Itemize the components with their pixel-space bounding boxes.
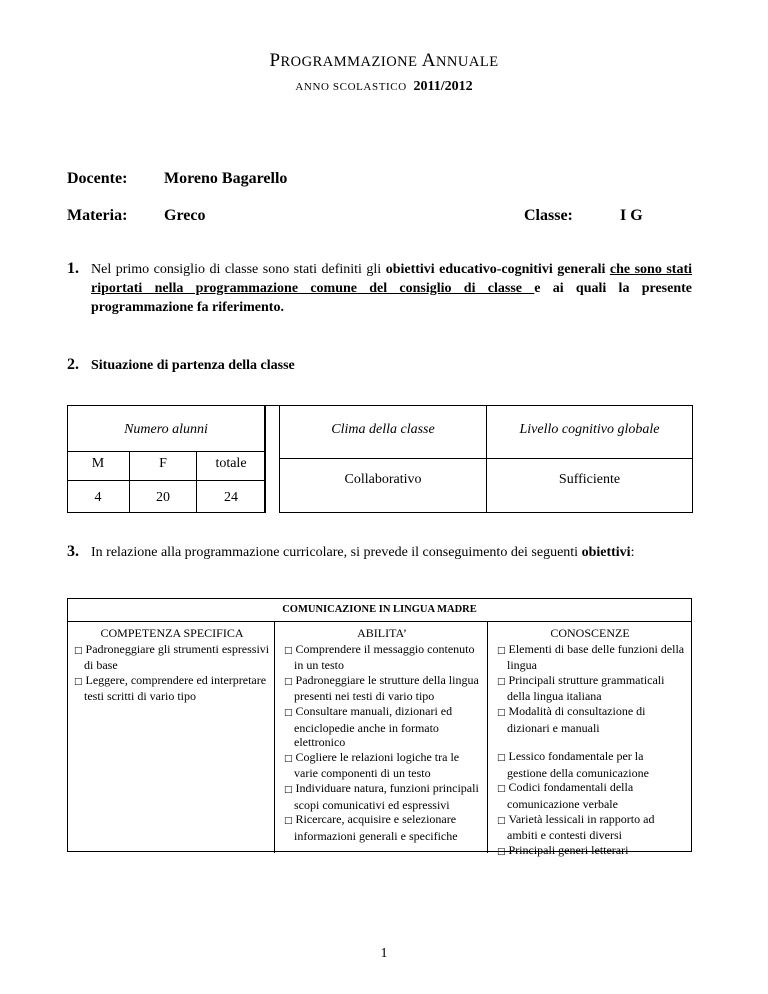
col-f: F — [159, 456, 167, 471]
point-2: 2. Situazione di partenza della classe — [67, 356, 295, 373]
objectives-table-title: COMUNICAZIONE IN LINGUA MADRE — [68, 599, 691, 622]
list-item: □ Padroneggiare le strutture della lingua presenti nei testi di vario tipo — [282, 673, 482, 704]
val-clima: Collaborativo — [344, 472, 422, 487]
school-year: 2011/2012 — [413, 79, 473, 94]
list-item: □ Consultare manuali, dizionari ed enciclopedie anche in formato elettronico — [282, 704, 482, 750]
header-livello: Livello cognitivo globale — [519, 422, 660, 437]
conoscenze-column — [495, 626, 685, 859]
list-item: □ Lessico fondamentale per la gestione della comunicazione — [495, 749, 685, 780]
list-item: □ Comprendere il messaggio contenuto in un testo — [282, 642, 482, 673]
objectives-table — [67, 598, 692, 857]
point-1 — [67, 260, 692, 317]
list-item: □ Modalità di consultazione di dizionari e manuali — [495, 704, 685, 735]
list-item: □ Principali generi letterari — [495, 843, 685, 860]
point-3-text: In relazione alla programmazione curricolare, si prevede il conseguimento dei seguenti obiettivi: — [91, 545, 635, 560]
list-item: □ Ricercare, acquisire e selezionare informazioni generali e specifiche — [282, 812, 482, 843]
table-border — [67, 451, 266, 452]
conoscenze-header: CONOSCENZE — [550, 626, 630, 640]
table-border — [280, 458, 693, 459]
point-3: 3. In relazione alla programmazione curricolare, si prevede il conseguimento dei seguenti obiettivi: — [91, 543, 692, 562]
docente-label: Docente: — [67, 170, 128, 187]
classe-label: Classe: — [524, 207, 573, 224]
list-item: □ Codici fondamentali della comunicazione verbale — [495, 780, 685, 811]
materia-value: Greco — [164, 207, 206, 224]
document-title: PROGRAMMAZIONE ANNUALE — [269, 50, 499, 71]
column-separator — [274, 621, 275, 853]
competenza-header: COMPETENZA SPECIFICA — [100, 626, 244, 640]
abilita-header: ABILITA’ — [357, 626, 407, 640]
column-separator — [487, 621, 488, 853]
list-item: □ Varietà lessicali in rapporto ad ambiti e contesti diversi — [495, 812, 685, 843]
document-subtitle: ANNO SCOLASTICO 2011/2012 — [295, 79, 473, 94]
abilita-column — [282, 626, 482, 843]
list-item: □ Principali strutture grammaticali della lingua italiana — [495, 673, 685, 704]
table-border — [67, 405, 693, 406]
page-number: 1 — [380, 946, 388, 961]
list-item: □ Padroneggiare gli strumenti espressivi di base — [72, 642, 272, 673]
docente-value: Moreno Bagarello — [164, 170, 288, 187]
materia-label: Materia: — [67, 207, 128, 224]
val-m: 4 — [94, 490, 102, 505]
classe-value: I G — [620, 207, 643, 224]
val-totale: 24 — [224, 490, 238, 505]
val-livello: Sufficiente — [558, 472, 621, 487]
col-totale: totale — [215, 456, 247, 471]
val-f: 20 — [156, 490, 170, 505]
competenza-column — [72, 626, 272, 704]
point-2-text: Situazione di partenza della classe — [91, 358, 295, 373]
point-1-text: Nel primo consiglio di classe sono stati definiti gli obiettivi educativo-cognitivi generali che sono stati riportati nella programmazione comune del consiglio di classe e ai quali la presente programmazione fa riferimento. — [91, 262, 692, 315]
header-clima: Clima della classe — [331, 422, 435, 437]
table-border — [67, 512, 266, 513]
table-border — [280, 512, 693, 513]
list-item: □ Elementi di base delle funzioni della lingua — [495, 642, 685, 673]
list-item: □ Individuare natura, funzioni principali scopi comunicativi ed espressivi — [282, 781, 482, 812]
header-numero-alunni: Numero alunni — [124, 422, 208, 437]
list-item: □ Leggere, comprendere ed interpretare testi scritti di vario tipo — [72, 673, 272, 704]
list-item: □ Cogliere le relazioni logiche tra le varie componenti di un testo — [282, 750, 482, 781]
point-1-number: 1. — [67, 260, 79, 277]
col-m: M — [91, 456, 105, 471]
table-border — [692, 405, 693, 513]
table-border — [67, 480, 266, 481]
